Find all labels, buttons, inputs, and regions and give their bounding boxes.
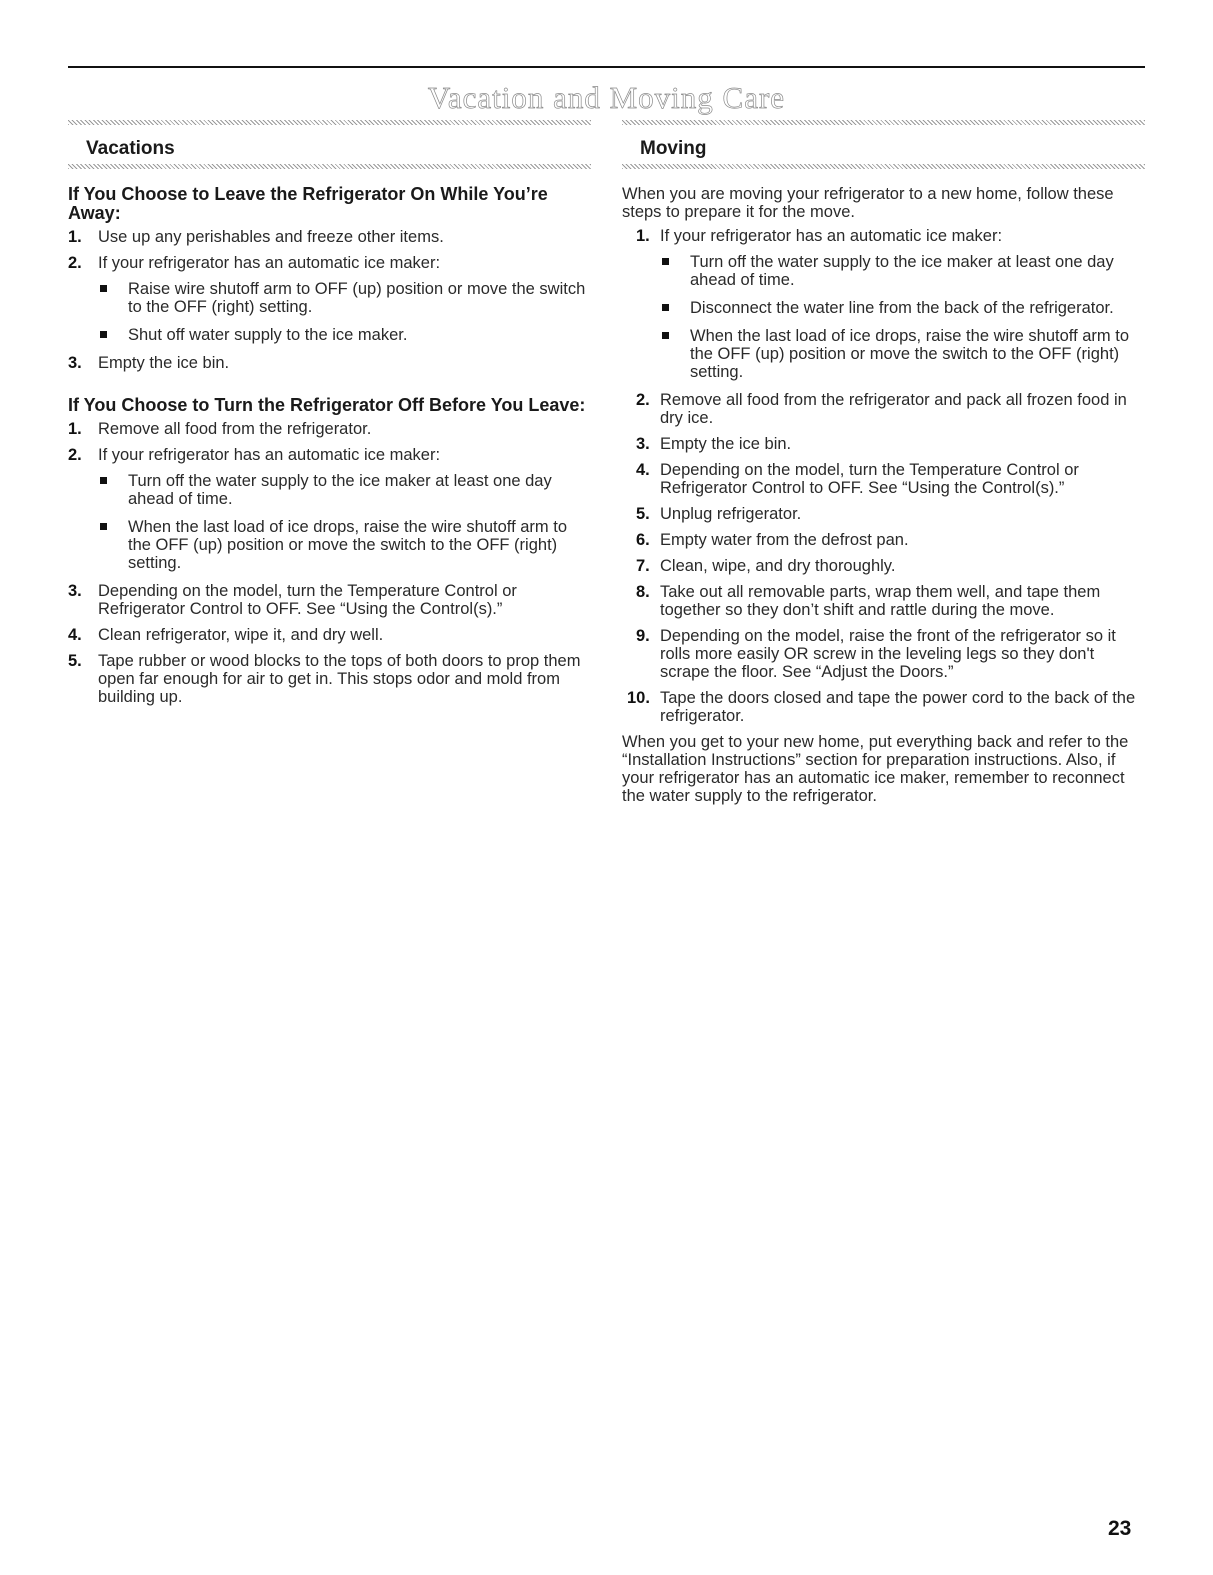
step-text: Take out all removable parts, wrap them well, and tape them together so they don’t shift and rattle during the move. [660,583,1101,619]
list-item [68,354,591,372]
list-item [68,626,591,644]
step-number: 9. [636,627,650,645]
step-text: Depending on the model, raise the front of the refrigerator so it rolls more easily OR screw in the leveling legs so they don't scrape the floor. See “Adjust the Doors.” [660,627,1116,681]
leave-on-steps [68,228,591,372]
step-text: Tape the doors closed and tape the power cord to the back of the refrigerator. [660,689,1136,725]
step-text: Empty the ice bin. [98,354,230,372]
step-number: 2. [68,446,82,464]
list-item [622,627,1145,681]
step-text: Depending on the model, turn the Temperature Control or Refrigerator Control to OFF. See “Using the Control(s).” [98,582,517,618]
bullet-item: Turn off the water supply to the ice maker at least one day ahead of time. [98,472,591,508]
step-number: 3. [68,354,82,372]
vacations-section [68,120,591,714]
step-text: Use up any perishables and freeze other items. [98,228,444,246]
bullet-item: When the last load of ice drops, raise the wire shutoff arm to the OFF (up) position or move the switch to the OFF (right) setting. [98,518,591,572]
step-text: Remove all food from the refrigerator. [98,420,372,438]
moving-steps [622,227,1145,725]
step-text: Unplug refrigerator. [660,505,802,523]
step-number: 4. [68,626,82,644]
bullet-list [98,280,591,344]
step-text: Tape rubber or wood blocks to the tops of both doors to prop them open far enough for air to get in. This stops odor and mold from building up. [98,652,581,706]
section-divider [622,164,1145,169]
step-text: Remove all food from the refrigerator and pack all frozen food in dry ice. [660,391,1127,427]
step-number: 3. [636,435,650,453]
list-item [68,254,591,344]
bullet-item: Disconnect the water line from the back of the refrigerator. [660,299,1145,317]
leave-on-heading: If You Choose to Leave the Refrigerator On While You’re Away: [68,184,548,223]
vacations-title: Vacations [86,138,175,159]
list-item [622,689,1145,725]
bullet-item: Shut off water supply to the ice maker. [98,326,591,344]
list-item [68,446,591,572]
step-number: 10. [627,689,650,707]
step-number: 5. [68,652,82,670]
turn-off-steps [68,420,591,706]
step-number: 7. [636,557,650,575]
step-number: 8. [636,583,650,601]
moving-intro: When you are moving your refrigerator to a new home, follow these steps to prepare it for the move. [622,185,1114,221]
bullet-item: When the last load of ice drops, raise the wire shutoff arm to the OFF (up) position or move the switch to the OFF (right) setting. [660,327,1145,381]
list-item [622,505,1145,523]
moving-title: Moving [640,138,707,159]
list-item [622,435,1145,453]
page-number: 23 [1108,1517,1132,1540]
step-number: 1. [68,420,82,438]
step-text: Empty water from the defrost pan. [660,531,909,549]
bullet-list [98,472,591,572]
list-item [622,583,1145,619]
step-text: If your refrigerator has an automatic ice maker: [98,254,441,272]
turn-off-heading: If You Choose to Turn the Refrigerator Off Before You Leave: [68,395,586,415]
step-number: 1. [68,228,82,246]
step-text: If your refrigerator has an automatic ice maker: [98,446,441,464]
list-item [622,391,1145,427]
list-item [622,531,1145,549]
step-number: 4. [636,461,650,479]
step-text: Depending on the model, turn the Temperature Control or Refrigerator Control to OFF. See “Using the Control(s).” [660,461,1079,497]
bullet-item: Turn off the water supply to the ice maker at least one day ahead of time. [660,253,1145,289]
moving-section [622,120,1145,805]
step-number: 6. [636,531,650,549]
moving-closing: When you get to your new home, put everything back and refer to the “Installation Instructions” section for preparation instructions. Also, if your refrigerator has an automatic ice maker, remember to reconnect the water supply to the refrigerator. [622,733,1129,805]
list-item [68,420,591,438]
list-item [622,461,1145,497]
list-item [68,228,591,246]
bullet-list [660,253,1145,381]
top-rule [68,66,1145,68]
list-item [68,582,591,618]
step-number: 3. [68,582,82,600]
step-text: Clean refrigerator, wipe it, and dry well. [98,626,384,644]
list-item [622,227,1145,381]
section-divider [68,164,591,169]
step-number: 1. [636,227,650,245]
page-title: Vacation and Moving Care [427,80,786,115]
step-text: Empty the ice bin. [660,435,792,453]
step-number: 2. [68,254,82,272]
list-item [68,652,591,706]
step-text: Clean, wipe, and dry thoroughly. [660,557,896,575]
step-number: 5. [636,505,650,523]
step-text: If your refrigerator has an automatic ice maker: [660,227,1003,245]
list-item [622,557,1145,575]
step-number: 2. [636,391,650,409]
bullet-item: Raise wire shutoff arm to OFF (up) position or move the switch to the OFF (right) setting. [98,280,591,316]
